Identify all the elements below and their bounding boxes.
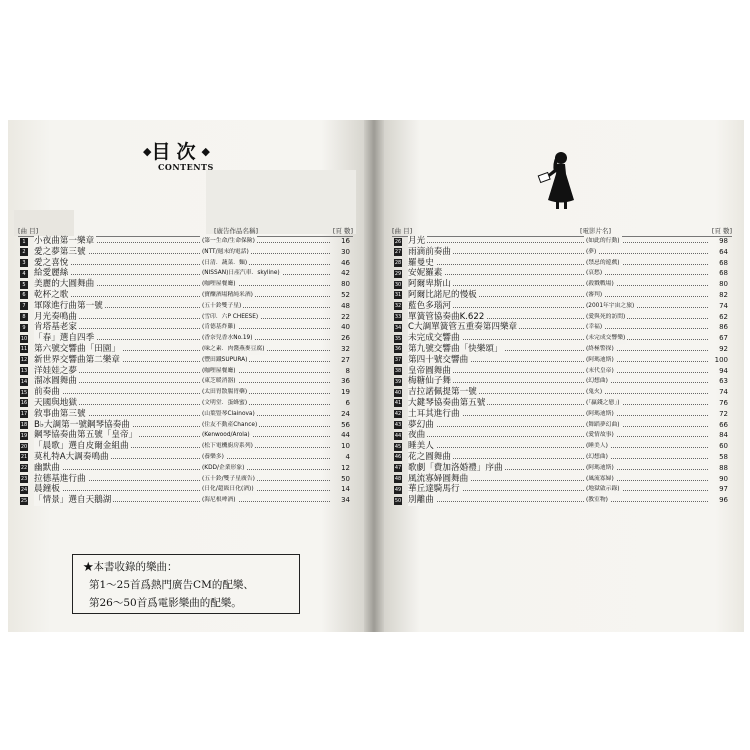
diamond-ornament-right: ◆ (201, 145, 210, 158)
info-box (72, 554, 300, 614)
entry-source-note: (幻想曲) (584, 376, 610, 387)
header-page: [頁 數] (711, 227, 732, 235)
entry-page-number: 8 (345, 366, 350, 375)
leader-dots (408, 501, 708, 502)
entry-source-note: (Kenwood/Arola) (200, 430, 252, 441)
entry-title: 肯塔基老家 (34, 322, 77, 333)
entry-source-note: (山葉豎琴Clainova) (200, 409, 257, 420)
entry-title: 未完成交響曲 (408, 333, 460, 344)
entry-source-note: (KDD/企業形象) (200, 463, 246, 474)
entry-title: 前奏曲 (34, 387, 60, 398)
entry-page-number: 74 (719, 388, 728, 397)
entry-source-note: (審判) (584, 290, 604, 301)
entry-number-badge: 42 (394, 411, 402, 418)
entry-number-badge: 48 (394, 476, 402, 483)
page-subtitle: CONTENTS (158, 162, 214, 172)
toc-entry (20, 355, 350, 366)
leader-dots (408, 436, 708, 437)
entry-number-badge: 21 (20, 454, 28, 461)
entry-number-badge: 13 (20, 368, 28, 375)
entry-page-number: 42 (341, 269, 350, 278)
entry-source-note: (教室物) (584, 495, 610, 506)
toc-entry (20, 344, 350, 355)
entry-source-note: (幻想曲) (584, 452, 610, 463)
entry-source-note: (寶釀酒場精純米酒) (200, 290, 255, 301)
entry-source-note: (終極警探) (584, 344, 616, 355)
entry-number-badge: 34 (394, 324, 402, 331)
header-page: [頁 數] (332, 227, 353, 235)
entry-page-number: 68 (719, 269, 728, 278)
entry-number-badge: 43 (394, 422, 402, 429)
leader-dots (34, 469, 330, 470)
entry-title: 第六號交響曲「田園」 (34, 343, 120, 354)
entry-page-number: 84 (719, 431, 728, 440)
toc-entry (394, 495, 728, 506)
entry-number-badge: 11 (20, 346, 28, 353)
entry-source-note: (末代皇帝) (584, 366, 616, 377)
toc-entry (20, 452, 350, 463)
entry-page-number: 64 (719, 247, 728, 256)
entry-source-note: (哀愁) (584, 268, 604, 279)
toc-entry (394, 366, 728, 377)
entry-source-note: (鬼火) (584, 387, 604, 398)
entry-source-note: (「贏錢之戀」) (584, 398, 622, 409)
entry-number-badge: 17 (20, 411, 28, 418)
entry-title: 阿爾卑斯山 (408, 279, 451, 290)
entry-source-note: (雪印．六P CHEESE) (200, 312, 260, 323)
toc-entry (394, 474, 728, 485)
toc-entry (394, 452, 728, 463)
entry-number-badge: 31 (394, 292, 402, 299)
entry-number-badge: 4 (20, 270, 28, 278)
entry-title: 第九號交響曲「快樂頌」 (408, 343, 503, 354)
entry-title: 別離曲 (408, 495, 434, 506)
toc-entry (394, 344, 728, 355)
entry-page-number: 19 (341, 388, 350, 397)
entry-page-number: 14 (341, 485, 350, 494)
entry-title: 阿爾比諾尼的慢板 (408, 289, 477, 300)
header-note: [電影片名] (580, 227, 612, 235)
toc-entry (394, 290, 728, 301)
entry-number-badge: 10 (20, 335, 28, 342)
entry-source-note: (香奈兒香水No.19) (200, 333, 255, 344)
entry-title: 睡美人 (408, 441, 434, 452)
toc-entry (20, 301, 350, 312)
toc-entry (394, 279, 728, 290)
page-title (143, 137, 210, 164)
entry-page-number: 56 (341, 420, 350, 429)
entry-title: 洋娃娃之夢 (34, 365, 77, 376)
entry-title: 第四十號交響曲 (408, 354, 469, 365)
entry-title: 夢幻曲 (408, 419, 434, 430)
entry-number-badge: 18 (20, 422, 28, 429)
entry-page-number: 66 (719, 420, 728, 429)
entry-number-badge: 2 (20, 248, 28, 256)
entry-source-note: (日化/超級日化(酒)) (200, 484, 256, 495)
entry-page-number: 94 (719, 366, 728, 375)
entry-title: 吉拉諾佩提第一號 (408, 387, 477, 398)
entry-source-note: (豐田鐵SUPURA) (200, 355, 249, 366)
toc-entry (394, 441, 728, 452)
toc-entry (394, 258, 728, 269)
entry-page-number: 88 (719, 463, 728, 472)
entry-number-badge: 15 (20, 389, 28, 396)
toc-entry (20, 463, 350, 474)
entry-number-badge: 28 (394, 260, 402, 267)
entry-number-badge: 19 (20, 432, 28, 439)
entry-title: 「晨歌」選自皮爾金組曲 (34, 441, 129, 452)
entry-page-number: 10 (341, 442, 350, 451)
entry-number-badge: 7 (20, 302, 28, 310)
entry-number-badge: 47 (394, 465, 402, 472)
entry-title: 土耳其進行曲 (408, 408, 460, 419)
entry-source-note: (第一生命/生命保險) (200, 236, 257, 247)
header-title: [曲 目] (392, 227, 413, 235)
entry-number-badge: 41 (394, 400, 402, 407)
entry-source-note: (未完成交響樂) (584, 333, 627, 344)
entry-page-number: 76 (719, 398, 728, 407)
entry-page-number: 62 (719, 312, 728, 321)
entry-page-number: 96 (719, 496, 728, 505)
entry-page-number: 40 (341, 323, 350, 332)
entry-page-number: 24 (341, 409, 350, 418)
entry-number-badge: 36 (394, 346, 402, 353)
toc-entry (20, 312, 350, 323)
entry-title: 溜冰圓舞曲 (34, 376, 77, 387)
leader-dots (34, 393, 330, 394)
entry-page-number: 80 (719, 280, 728, 289)
right-toc-list (394, 236, 728, 506)
entry-source-note: (2001年宇宙之旅) (584, 301, 636, 312)
toc-entry (394, 322, 728, 333)
entry-number-badge: 8 (20, 313, 28, 321)
entry-source-note: (咖哩屋餐廳) (200, 366, 238, 377)
entry-page-number: 68 (719, 258, 728, 267)
entry-page-number: 58 (719, 452, 728, 461)
entry-page-number: 50 (341, 474, 350, 483)
toc-entry (394, 420, 728, 431)
entry-page-number: 46 (341, 258, 350, 267)
entry-number-badge: 22 (20, 465, 28, 472)
entry-title: 花之圓舞曲 (408, 451, 451, 462)
entry-number-badge: 23 (20, 476, 28, 483)
entry-number-badge: 9 (20, 324, 28, 332)
entry-title: 乾杯之歌 (34, 289, 69, 300)
entry-source-note: (NISSAN)日產汽車．skyline) (200, 268, 282, 279)
toc-entry (394, 387, 728, 398)
toc-entry (394, 376, 728, 387)
toc-entry (394, 430, 728, 441)
entry-title: 愛之夢第三號 (34, 246, 86, 257)
entry-source-note: (文明堂．蛋蜂蜜) (200, 398, 249, 409)
entry-number-badge: 24 (20, 486, 28, 493)
entry-number-badge: 39 (394, 378, 402, 385)
entry-page-number: 60 (719, 442, 728, 451)
entry-title: 月光奏鳴曲 (34, 311, 77, 322)
entry-page-number: 16 (341, 237, 350, 245)
entry-page-number: 27 (341, 355, 350, 364)
entry-title: 皇帝圓舞曲 (408, 365, 451, 376)
entry-source-note: (阿瑪迪斯) (584, 463, 616, 474)
entry-source-note: (東芝暖消器) (200, 376, 238, 387)
leader-dots (34, 264, 330, 265)
toc-entry (394, 312, 728, 323)
entry-number-badge: 26 (394, 238, 402, 245)
entry-source-note: (禁忌的遊戲) (584, 258, 622, 269)
title-text: 目次 (151, 141, 202, 163)
entry-source-note: (日清．蔬菜．麵) (200, 258, 249, 269)
entry-number-badge: 1 (20, 238, 28, 246)
entry-title: 天國與地獄 (34, 397, 77, 408)
entry-source-note: (阿瑪迪斯) (584, 355, 616, 366)
entry-number-badge: 16 (20, 400, 28, 407)
entry-number-badge: 44 (394, 432, 402, 439)
toc-entry (394, 409, 728, 420)
entry-number-badge: 27 (394, 249, 402, 256)
left-toc-list (20, 236, 350, 506)
entry-title: 雨滴前奏曲 (408, 246, 451, 257)
entry-page-number: 30 (341, 247, 350, 256)
toc-entry (394, 268, 728, 279)
entry-number-badge: 35 (394, 335, 402, 342)
diamond-ornament-left: ◆ (143, 145, 152, 158)
entry-source-note: (五十鈴/雙子星廣告) (200, 474, 257, 485)
toc-entry (20, 258, 350, 269)
toc-entry (394, 301, 728, 312)
entry-number-badge: 45 (394, 443, 402, 450)
entry-source-note: (養樂多) (200, 452, 226, 463)
entry-number-badge: 33 (394, 314, 402, 321)
entry-page-number: 98 (719, 237, 728, 245)
toc-entry (20, 474, 350, 485)
toc-entry (20, 376, 350, 387)
entry-title: 愛之喜悅 (34, 257, 69, 268)
entry-page-number: 86 (719, 323, 728, 332)
leader-dots (408, 253, 708, 254)
leader-dots (408, 274, 708, 275)
entry-page-number: 63 (719, 377, 728, 386)
toc-entry (20, 441, 350, 452)
entry-page-number: 12 (341, 463, 350, 472)
toc-entry (394, 463, 728, 474)
leader-dots (408, 264, 708, 265)
entry-source-note: (味之素．肉醬燕麥豆腐) (200, 344, 267, 355)
entry-page-number: 90 (719, 474, 728, 483)
entry-title: 美麗的大圓舞曲 (34, 279, 95, 290)
toc-entry (394, 355, 728, 366)
entry-source-note: (五十鈴雙子星) (200, 301, 243, 312)
toc-entry (20, 268, 350, 279)
entry-title: 歌劇「費加洛婚禮」序曲 (408, 462, 503, 473)
toc-entry (20, 495, 350, 506)
entry-page-number: 72 (719, 409, 728, 418)
entry-title: 新世界交響曲第二樂章 (34, 354, 120, 365)
entry-page-number: 67 (719, 334, 728, 343)
entry-page-number: 26 (341, 334, 350, 343)
toc-entry (20, 420, 350, 431)
entry-page-number: 74 (719, 301, 728, 310)
entry-title: 給愛麗絲 (34, 268, 69, 279)
toc-entry (394, 247, 728, 258)
leader-dots (408, 458, 708, 459)
info-line-2: 第1～25首爲熱門廣告CM的配樂、 (89, 579, 254, 591)
entry-title: 夜曲 (408, 430, 426, 441)
info-line-1: ★本書收錄的樂曲： (83, 561, 178, 573)
leader-dots (34, 296, 330, 297)
entry-number-badge: 12 (20, 357, 28, 364)
entry-number-badge: 6 (20, 291, 28, 299)
toc-entry (20, 247, 350, 258)
header-note: [廣告作品名稱] (214, 227, 259, 235)
entry-title: 鋼琴協奏曲第五號「皇帝」 (34, 430, 138, 441)
toc-entry (20, 290, 350, 301)
leader-dots (34, 490, 330, 491)
entry-page-number: 52 (341, 290, 350, 299)
entry-page-number: 4 (345, 452, 350, 461)
leader-dots (408, 372, 708, 373)
toc-entry (20, 430, 350, 441)
entry-page-number: 97 (719, 485, 728, 494)
toc-entry (20, 366, 350, 377)
entry-source-note: (睡美人) (584, 441, 610, 452)
leader-dots (408, 285, 708, 286)
entry-page-number: 22 (341, 312, 350, 321)
entry-title: 安妮羅素 (408, 268, 443, 279)
entry-number-badge: 49 (394, 486, 402, 493)
entry-number-badge: 40 (394, 389, 402, 396)
entry-number-badge: 37 (394, 357, 402, 364)
toc-entry (20, 236, 350, 247)
girl-silhouette-illustration (534, 150, 584, 212)
entry-source-note: (幸福) (584, 322, 604, 333)
entry-number-badge: 5 (20, 281, 28, 289)
info-line-3: 第26～50首爲電影樂曲的配樂。 (89, 597, 242, 609)
entry-title: 軍隊進行曲第一號 (34, 300, 103, 311)
entry-title: 華丘達騎馬行 (408, 484, 460, 495)
toc-entry (394, 398, 728, 409)
leader-dots (408, 382, 708, 383)
entry-source-note: (殺戮戰場) (584, 279, 616, 290)
entry-page-number: 32 (341, 344, 350, 353)
entry-title: 大鍵琴協奏曲第五號 (408, 397, 486, 408)
entry-source-note: (愛情故事) (584, 430, 616, 441)
entry-title: 莫札特A大調奏鳴曲 (34, 451, 109, 462)
entry-number-badge: 32 (394, 303, 402, 310)
entry-title: 「情景」選自天鵝湖 (34, 495, 112, 506)
leader-dots (34, 274, 330, 275)
entry-number-badge: 25 (20, 497, 28, 504)
entry-page-number: 48 (341, 301, 350, 310)
toc-entry (20, 387, 350, 398)
entry-title: 羅曼史 (408, 257, 434, 268)
toc-entry (20, 322, 350, 333)
entry-title: 「春」選自四季 (34, 333, 95, 344)
entry-title: 敘事曲第三號 (34, 408, 86, 419)
toc-entry (20, 409, 350, 420)
leader-dots (408, 307, 708, 308)
entry-source-note: (住友不動產Chance) (200, 420, 259, 431)
entry-source-note: (地獄啟示錄) (584, 484, 622, 495)
entry-number-badge: 30 (394, 281, 402, 288)
entry-number-badge: 29 (394, 270, 402, 277)
entry-title: 拉德基進行曲 (34, 473, 86, 484)
leader-dots (408, 447, 708, 448)
leader-dots (408, 426, 708, 427)
entry-source-note: (如此的行動) (584, 236, 622, 247)
toc-entry (394, 484, 728, 495)
toc-entry (394, 333, 728, 344)
entry-page-number: 100 (714, 355, 728, 364)
entry-number-badge: 20 (20, 443, 28, 450)
entry-title: C大調單簧管五重奏第四樂章 (408, 322, 518, 333)
entry-source-note: (風流寡婦) (584, 474, 616, 485)
entry-title: 梅糖仙子舞 (408, 376, 451, 387)
entry-title: 幽默曲 (34, 462, 60, 473)
toc-entry (394, 236, 728, 247)
entry-source-note: (肯德基炸雞) (200, 322, 238, 333)
entry-page-number: 6 (345, 398, 350, 407)
toc-entry (20, 279, 350, 290)
entry-page-number: 80 (341, 280, 350, 289)
leader-dots (408, 242, 708, 243)
entry-title: 藍色多瑙河 (408, 300, 451, 311)
entry-title: B♭大調第一號鋼琴協奏曲 (34, 419, 130, 430)
entry-number-badge: 14 (20, 378, 28, 385)
entry-number-badge: 46 (394, 454, 402, 461)
entry-number-badge: 38 (394, 368, 402, 375)
entry-page-number: 82 (719, 290, 728, 299)
toc-entry (20, 484, 350, 495)
entry-title: 晨鐘板 (34, 484, 60, 495)
entry-number-badge: 3 (20, 259, 28, 267)
entry-source-note: (阿瑪迪斯) (584, 409, 616, 420)
entry-title: 單簧管協奏曲K.622 (408, 311, 485, 322)
entry-source-note: (松下電機廚房系列) (200, 441, 255, 452)
toc-entry (20, 398, 350, 409)
entry-source-note: (NTT/週末的電話) (200, 247, 251, 258)
entry-source-note: (愛與死的訪問) (584, 312, 627, 323)
book-gutter (364, 120, 384, 632)
entry-title: 風流寡婦圓舞曲 (408, 473, 469, 484)
entry-page-number: 34 (341, 496, 350, 505)
entry-title: 月光 (408, 236, 426, 246)
entry-title: 小夜曲第一樂章 (34, 236, 95, 246)
entry-source-note: (太田胃散腸胃藥) (200, 387, 249, 398)
entry-source-note: (咖哩屋餐廳) (200, 279, 238, 290)
entry-page-number: 44 (341, 431, 350, 440)
entry-source-note: (夢) (584, 247, 598, 258)
entry-page-number: 92 (719, 344, 728, 353)
entry-number-badge: 50 (394, 497, 402, 504)
toc-entry (20, 333, 350, 344)
entry-source-note: (舞蹈夢幻曲) (584, 420, 622, 431)
entry-page-number: 36 (341, 377, 350, 386)
header-title: [曲 目] (18, 227, 39, 235)
entry-source-note: (海尼根啤酒) (200, 495, 238, 506)
